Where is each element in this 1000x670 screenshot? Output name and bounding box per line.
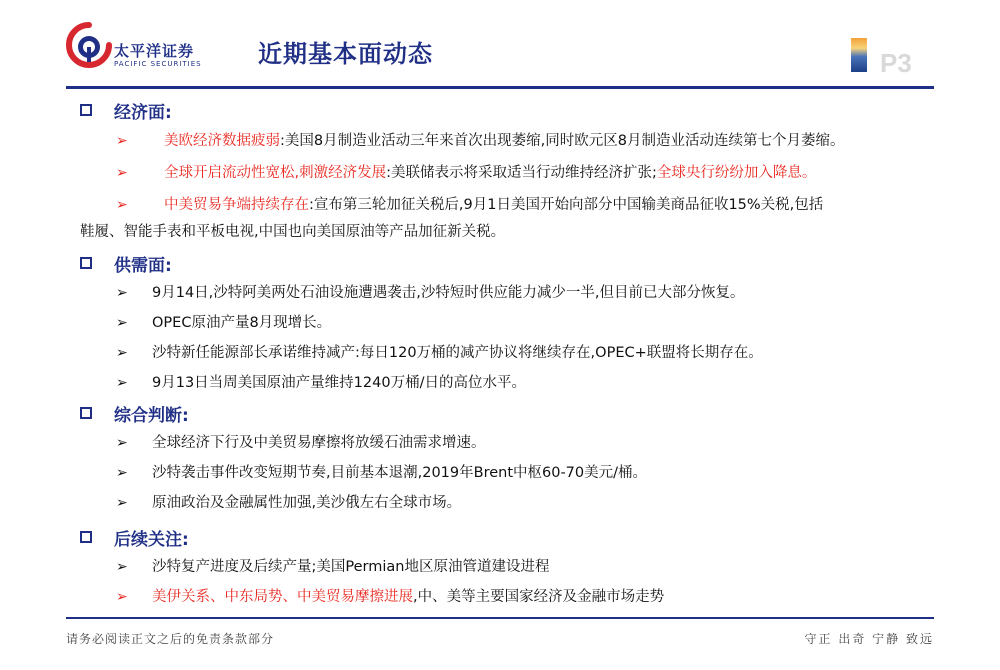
arrow-bullet-icon: ➢ [116,495,128,511]
footer-slogan: 守正 出奇 宁静 致远 [804,632,934,646]
item-text [152,589,664,605]
logo-chinese-name: 太平洋证券 [114,42,195,60]
company-logo [66,22,216,78]
item-text: 原油政治及金融属性加强,美沙俄左右全球市场。 [152,495,462,511]
arrow-bullet-icon: ➢ [116,345,128,361]
item-highlight: 美欧经济数据疲弱 [164,133,280,149]
slide-content [80,96,960,611]
arrow-bullet-icon: ➢ [116,315,128,331]
item-text [152,197,823,213]
arrow-bullet-icon: ➢ [116,285,128,301]
item-text: 全球经济下行及中美贸易摩擦将放缓石油需求增速。 [152,435,486,451]
item-highlight: 中美贸易争端持续存在 [164,197,309,213]
list-item [80,583,960,611]
item-rest: :宣布第三轮加征关税后,9月1日美国开始向部分中国输美商品征收15%关税,包括 [309,197,824,213]
item-text [152,165,816,181]
item-text: 沙特袭击事件改变短期节奏,目前基本退潮,2019年Brent中枢60-70美元/桶。 [152,465,648,481]
section-title: 供需面: [114,256,172,276]
footer-disclaimer: 请务必阅读正文之后的免责条款部分 [66,632,275,646]
item-continuation: 鞋履、智能手表和平板电视,中国也向美国原油等产品加征新关税。 [80,224,506,240]
item-highlight: 美伊关系、中东局势、中美贸易摩擦进展 [152,589,413,605]
section-economy-header [80,96,960,126]
list-item [80,553,960,581]
item-highlight-2: 全球央行纷纷加入降息。 [656,165,817,181]
square-bullet-icon [80,531,92,543]
section-title: 经济面: [114,103,172,123]
page-title: 近期基本面动态 [258,40,433,68]
logo-mark-icon [66,22,112,68]
arrow-bullet-icon: ➢ [116,133,128,149]
arrow-bullet-icon: ➢ [116,559,128,575]
item-rest: ,中、美等主要国家经济及金融市场走势 [413,589,665,605]
logo-english-name: PACIFIC SECURITIES [114,60,202,68]
section-followup-header [80,523,960,553]
square-bullet-icon [80,104,92,116]
arrow-bullet-icon: ➢ [116,197,128,213]
list-item [80,191,960,219]
list-item [80,459,960,487]
item-text: 沙特新任能源部长承诺维持减产:每日120万桶的减产协议将继续存在,OPEC+联盟将长期存在。 [152,345,763,361]
list-item [80,369,960,397]
arrow-bullet-icon: ➢ [116,435,128,451]
item-text: 沙特复产进度及后续产量;美国Permian地区原油管道建设进程 [152,559,550,575]
item-mid: :美联储表示将采取适当行动维持经济扩张; [386,165,657,181]
item-text: OPEC原油产量8月现增长。 [152,315,332,331]
footer-divider [66,617,934,619]
page-number: P3 [880,48,912,78]
item-text [152,133,844,149]
list-item [80,159,960,187]
arrow-bullet-icon: ➢ [116,589,128,605]
square-bullet-icon [80,257,92,269]
arrow-bullet-icon: ➢ [116,375,128,391]
list-item [80,309,960,337]
item-highlight: 全球开启流动性宽松,刺激经济发展 [164,165,387,181]
header-divider [66,86,934,89]
list-item [80,127,960,155]
section-judgement-header [80,399,960,429]
item-rest: :美国8月制造业活动三年来首次出现萎缩,同时欧元区8月制造业活动连续第七个月萎缩。 [280,133,845,149]
arrow-bullet-icon: ➢ [116,165,128,181]
arrow-bullet-icon: ➢ [116,465,128,481]
list-item [80,279,960,307]
square-bullet-icon [80,407,92,419]
list-item [80,429,960,457]
item-text: 9月14日,沙特阿美两处石油设施遭遇袭击,沙特短时供应能力减少一半,但目前已大部分恢复。 [152,285,745,301]
section-supply-header [80,249,960,279]
decorative-thumbnail [851,38,867,72]
item-text: 9月13日当周美国原油产量维持1240万桶/日的高位水平。 [152,375,526,391]
section-title: 后续关注: [114,530,189,550]
section-title: 综合判断: [114,406,189,426]
list-item [80,489,960,517]
list-item [80,339,960,367]
